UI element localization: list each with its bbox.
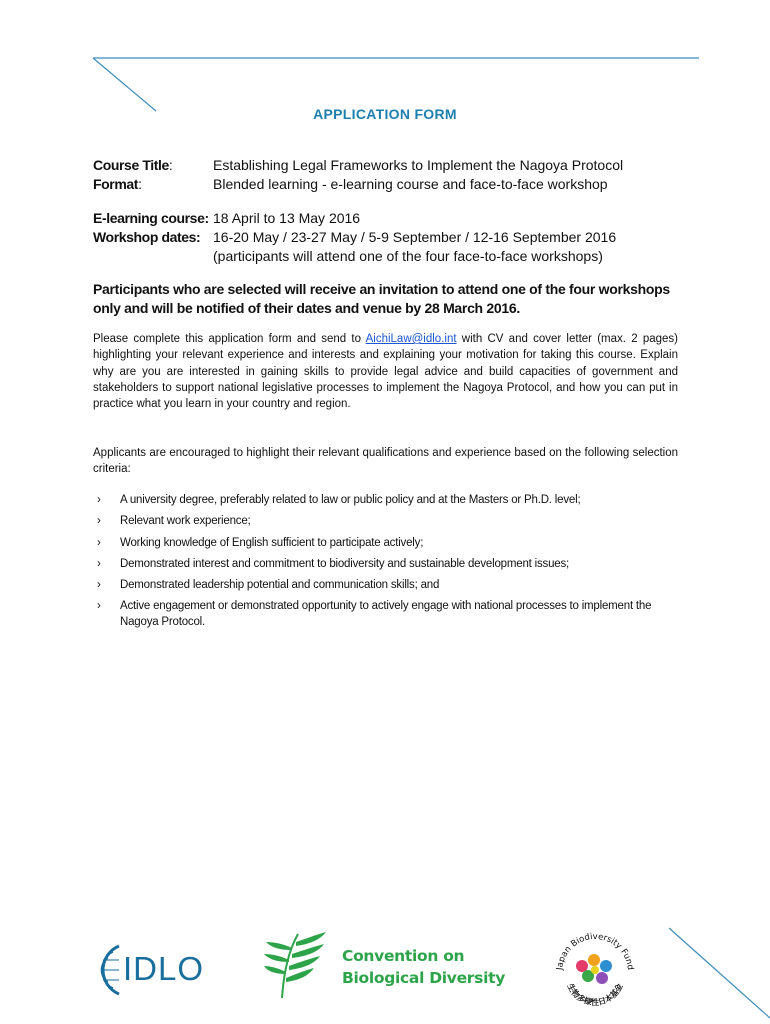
instructions-paragraph bbox=[93, 331, 678, 412]
jbf-emblem-icon bbox=[552, 926, 638, 1012]
bullet-marker: › bbox=[97, 557, 101, 570]
page-title: APPLICATION FORM bbox=[313, 106, 457, 122]
idlo-logo bbox=[97, 942, 227, 998]
list-item bbox=[93, 598, 683, 630]
list-item bbox=[93, 577, 683, 593]
criteria-intro: Applicants are encouraged to highlight their relevant qualifications and experience based on the following selection criteria: bbox=[93, 447, 678, 476]
criteria-text: A university degree, preferably related to law or public policy and at the Masters or Ph.D. level; bbox=[120, 494, 581, 506]
workshop-note: (participants will attend one of the four face-to-face workshops) bbox=[213, 248, 603, 264]
cbd-line-2: Biological Diversity bbox=[342, 969, 505, 987]
bullet-marker: › bbox=[97, 494, 101, 506]
criteria-text: Relevant work experience; bbox=[120, 515, 251, 528]
elearning-label: E-learning course: bbox=[93, 210, 209, 226]
instructions-text-1: Please complete this application form and send to bbox=[93, 333, 366, 345]
criteria-text: Demonstrated interest and commitment to biodiversity and sustainable development issues; bbox=[120, 557, 570, 570]
list-item bbox=[93, 513, 683, 529]
japan-biodiversity-fund-logo bbox=[552, 926, 638, 1012]
workshop-label: Workshop dates: bbox=[93, 229, 201, 245]
instructions-text-2: with CV and cover letter (max. 2 pages) highlighting your relevant experience and interests and explaining your motivation for taking this course. Explain why are you are interested in gaining skills to provide legal advice and build capacities of government and stakeholders to support national legislative processes to implement the Nagoya Protocol, and how you can put in practice what you learn in your country and region. bbox=[93, 333, 678, 411]
list-item bbox=[93, 556, 683, 572]
cbd-line-1: Convention on bbox=[342, 947, 465, 965]
course-title-label: Course Title: bbox=[93, 157, 173, 173]
workshop-value: 16-20 May / 23-27 May / 5-9 September / 12-16 September 2016 bbox=[213, 229, 617, 245]
bullet-marker: › bbox=[97, 579, 101, 592]
bullet-marker: › bbox=[97, 600, 101, 613]
criteria-text: Working knowledge of English sufficient to participate actively; bbox=[120, 536, 424, 549]
elearning-value: 18 April to 13 May 2016 bbox=[213, 210, 361, 226]
course-title-value: Establishing Legal Frameworks to Implement the Nagoya Protocol bbox=[213, 157, 624, 173]
selection-notice: Participants who are selected will receive an invitation to attend one of the four workshops only and will be notified of their dates and venue by 28 March 2016. bbox=[93, 281, 670, 316]
format-label: Format: bbox=[93, 176, 142, 192]
list-item bbox=[93, 492, 683, 508]
course-details bbox=[0, 156, 770, 266]
email-link[interactable]: AichiLaw@idlo.int bbox=[365, 333, 457, 345]
svg-text:生物多様性日本基金: 生物多様性日本基金 bbox=[565, 982, 625, 1007]
format-value: Blended learning - e-learning course and face-to-face workshop bbox=[213, 176, 608, 192]
criteria-text: Demonstrated leadership potential and communication skills; and bbox=[120, 579, 440, 592]
criteria-list bbox=[93, 492, 683, 636]
criteria-text: Active engagement or demonstrated opportunity to actively engage with national processes to implement the Nagoya Protocol. bbox=[120, 600, 652, 629]
leaf-icon bbox=[262, 928, 332, 1000]
svg-text:Japan Biodiversity Fund: Japan Biodiversity Fund bbox=[555, 931, 635, 971]
idlo-wordmark: IDLO bbox=[123, 950, 205, 987]
cbd-logo bbox=[262, 928, 512, 1000]
bullet-marker: › bbox=[97, 515, 101, 528]
bullet-marker: › bbox=[97, 536, 101, 549]
list-item bbox=[93, 535, 683, 551]
